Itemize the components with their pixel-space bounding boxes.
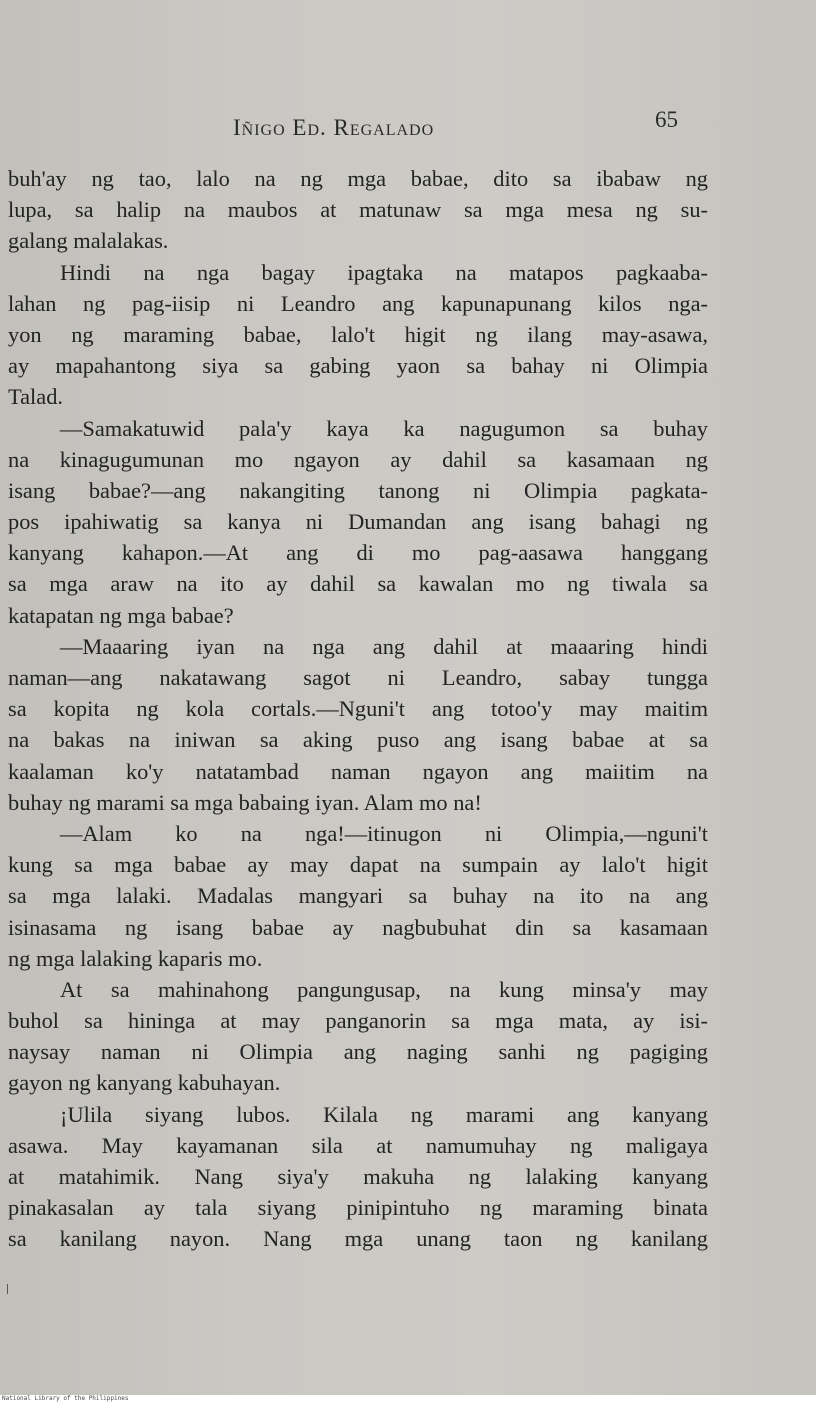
text-line: sa kanilang nayon. Nang mga unang taon ng kanilang (8, 1226, 708, 1252)
text-line: Hindi na nga bagay ipagtaka na matapos pagkaaba- (60, 259, 708, 285)
text-line: asawa. May kayamanan sila at namumuhay ng maligaya (8, 1132, 708, 1158)
text-line: —Samakatuwid pala'y kaya ka nagugumon sa buhay (60, 415, 708, 441)
text-line: na kinagugumunan mo ngayon ay dahil sa kasamaan ng (8, 446, 708, 472)
text-line: sa mga lalaki. Madalas mangyari sa buhay na ito na ang (8, 883, 708, 909)
text-line: katapatan ng mga babae? (8, 602, 234, 628)
text-line: gayon ng kanyang kabuhayan. (8, 1070, 281, 1096)
text-line: lahan ng pag-iisip ni Leandro ang kapunapunang kilos nga- (8, 290, 708, 316)
text-line: isang babae?—ang nakangiting tanong ni Olimpia pagkata- (8, 477, 708, 503)
text-line: naman—ang nakatawang sagot ni Leandro, sabay tungga (8, 665, 708, 690)
text-line: ¡Ulila siyang lubos. Kilala ng marami ang kanyang (60, 1101, 708, 1127)
text-line: buh'ay ng tao, lalo na ng mga babae, dito sa ibabaw ng (8, 166, 708, 191)
margin-mark (7, 1284, 8, 1294)
text-line: na bakas na iniwan sa aking puso ang isang babae at sa (8, 727, 708, 753)
page-header (0, 103, 816, 143)
library-credit: National Library of the Philippines (0, 1395, 816, 1403)
text-line: isinasama ng isang babae ay nagbubuhat din sa kasamaan (8, 914, 708, 940)
text-line: pinakasalan ay tala siyang pinipintuho ng maraming binata (8, 1195, 708, 1221)
text-line: sa mga araw na ito ay dahil sa kawalan mo ng tiwala sa (8, 571, 708, 597)
text-line: sa kopita ng kola cortals.—Nguni't ang totoo'y may maitim (8, 696, 708, 722)
text-line: ay mapahantong siya sa gabing yaon sa bahay ni Olimpia (8, 353, 708, 379)
text-line: buhay ng marami sa mga babaing iyan. Alam mo na! (8, 789, 482, 815)
text-line: At sa mahinahong pangungusap, na kung minsa'y may (60, 976, 708, 1002)
text-line: lupa, sa halip na maubos at matunaw sa mga mesa ng su- (8, 197, 708, 223)
text-line: Talad. (8, 384, 64, 410)
running-head: Iñigo Ed. Regalado (233, 115, 435, 140)
text-line: kaalaman ko'y natatambad naman ngayon ang maiitim na (8, 758, 708, 784)
text-line: —Alam ko na nga!—itinugon ni Olimpia,—nguni't (60, 820, 708, 846)
body-text (8, 163, 708, 1255)
text-line: at matahimik. Nang siya'y makuha ng lalaking kanyang (8, 1164, 708, 1189)
text-line: naysay naman ni Olimpia ang naging sanhi ng pagiging (8, 1039, 708, 1065)
text-line: pos ipahiwatig sa kanya ni Dumandan ang isang bahagi ng (8, 509, 708, 535)
text-line: kanyang kahapon.—At ang di mo pag-aasawa hanggang (8, 540, 708, 566)
text-line: kung sa mga babae ay may dapat na sumpain ay lalo't higit (8, 852, 708, 878)
text-line: buhol sa hininga at may panganorin sa mga mata, ay isi- (8, 1008, 708, 1034)
text-line: ng mga lalaking kaparis mo. (8, 945, 263, 971)
text-line: —Maaaring iyan na nga ang dahil at maaaring hindi (60, 633, 708, 659)
text-line: yon ng maraming babae, lalo't higit ng ilang may-asawa, (8, 321, 708, 347)
text-line: galang malalakas. (8, 228, 169, 254)
page-number: 65 (655, 107, 678, 132)
